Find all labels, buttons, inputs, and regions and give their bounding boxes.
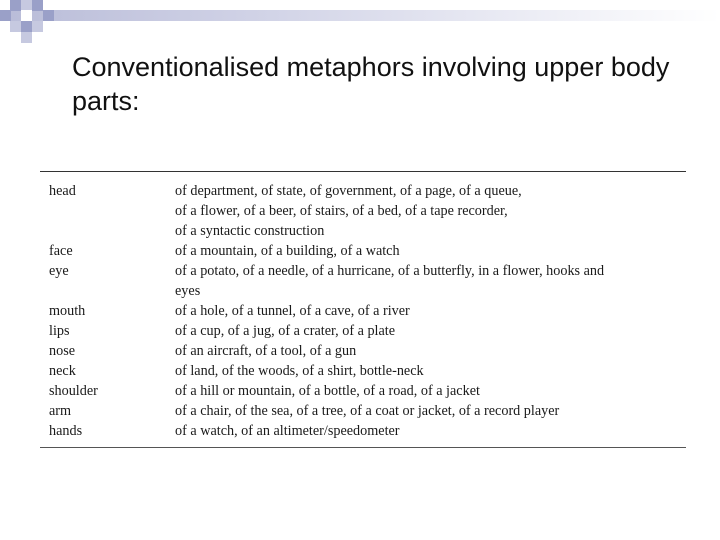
decor-square <box>21 10 32 21</box>
decor-square <box>43 10 54 21</box>
metaphor-examples: of a cup, of a jug, of a crater, of a plate <box>175 323 396 339</box>
metaphor-table <box>40 171 686 448</box>
body-part-term: head <box>49 183 76 199</box>
body-part-term: lips <box>49 323 70 339</box>
decor-square <box>21 32 32 43</box>
body-part-term <box>40 281 175 301</box>
table-row <box>40 281 686 301</box>
decor-square <box>10 21 21 32</box>
slide-decoration <box>0 0 720 40</box>
table-row <box>40 321 686 341</box>
metaphor-examples: of department, of state, of government, of a page, of a queue, <box>175 183 522 199</box>
table-row <box>40 181 686 201</box>
table-row <box>40 261 686 281</box>
metaphor-examples: eyes <box>175 283 201 299</box>
metaphor-examples: of land, of the woods, of a shirt, bottle-neck <box>175 363 424 379</box>
body-part-term <box>40 221 175 241</box>
decor-square <box>10 0 21 11</box>
metaphor-examples: of a hill or mountain, of a bottle, of a road, of a jacket <box>175 383 480 399</box>
body-part-term: nose <box>49 343 76 359</box>
table-row <box>40 201 686 221</box>
header-gradient-band <box>0 10 720 21</box>
metaphor-examples: of a hole, of a tunnel, of a cave, of a river <box>175 303 410 319</box>
table-row <box>40 241 686 261</box>
decor-square <box>21 21 32 32</box>
body-part-term: shoulder <box>49 383 98 399</box>
table-top-rule <box>40 171 686 172</box>
body-part-term: arm <box>49 403 72 419</box>
slide-title: Conventionalised metaphors involving upper body parts: <box>72 52 670 116</box>
decor-square <box>32 21 43 32</box>
decor-square <box>0 10 11 21</box>
metaphor-examples: of a flower, of a beer, of stairs, of a bed, of a tape recorder, <box>175 203 508 219</box>
table-row <box>40 361 686 381</box>
body-part-term <box>40 201 175 221</box>
table-row <box>40 421 686 441</box>
metaphor-examples: of a chair, of the sea, of a tree, of a coat or jacket, of a record player <box>175 403 560 419</box>
metaphor-examples: of a mountain, of a building, of a watch <box>175 243 400 259</box>
body-part-term: face <box>49 243 73 259</box>
table-row <box>40 341 686 361</box>
body-part-term: mouth <box>49 303 86 319</box>
decor-square <box>32 0 43 11</box>
table-row <box>40 221 686 241</box>
body-part-term: eye <box>49 263 69 279</box>
table-bottom-rule <box>40 447 686 448</box>
table-row <box>40 401 686 421</box>
table-row <box>40 301 686 321</box>
metaphor-examples: of a syntactic construction <box>175 223 325 239</box>
body-part-term: neck <box>49 363 76 379</box>
table-row <box>40 381 686 401</box>
body-part-term: hands <box>49 423 83 439</box>
metaphor-examples: of an aircraft, of a tool, of a gun <box>175 343 357 359</box>
metaphor-examples: of a potato, of a needle, of a hurricane, of a butterfly, in a flower, hooks and <box>175 263 605 279</box>
metaphor-examples: of a watch, of an altimeter/speedometer <box>175 423 400 439</box>
